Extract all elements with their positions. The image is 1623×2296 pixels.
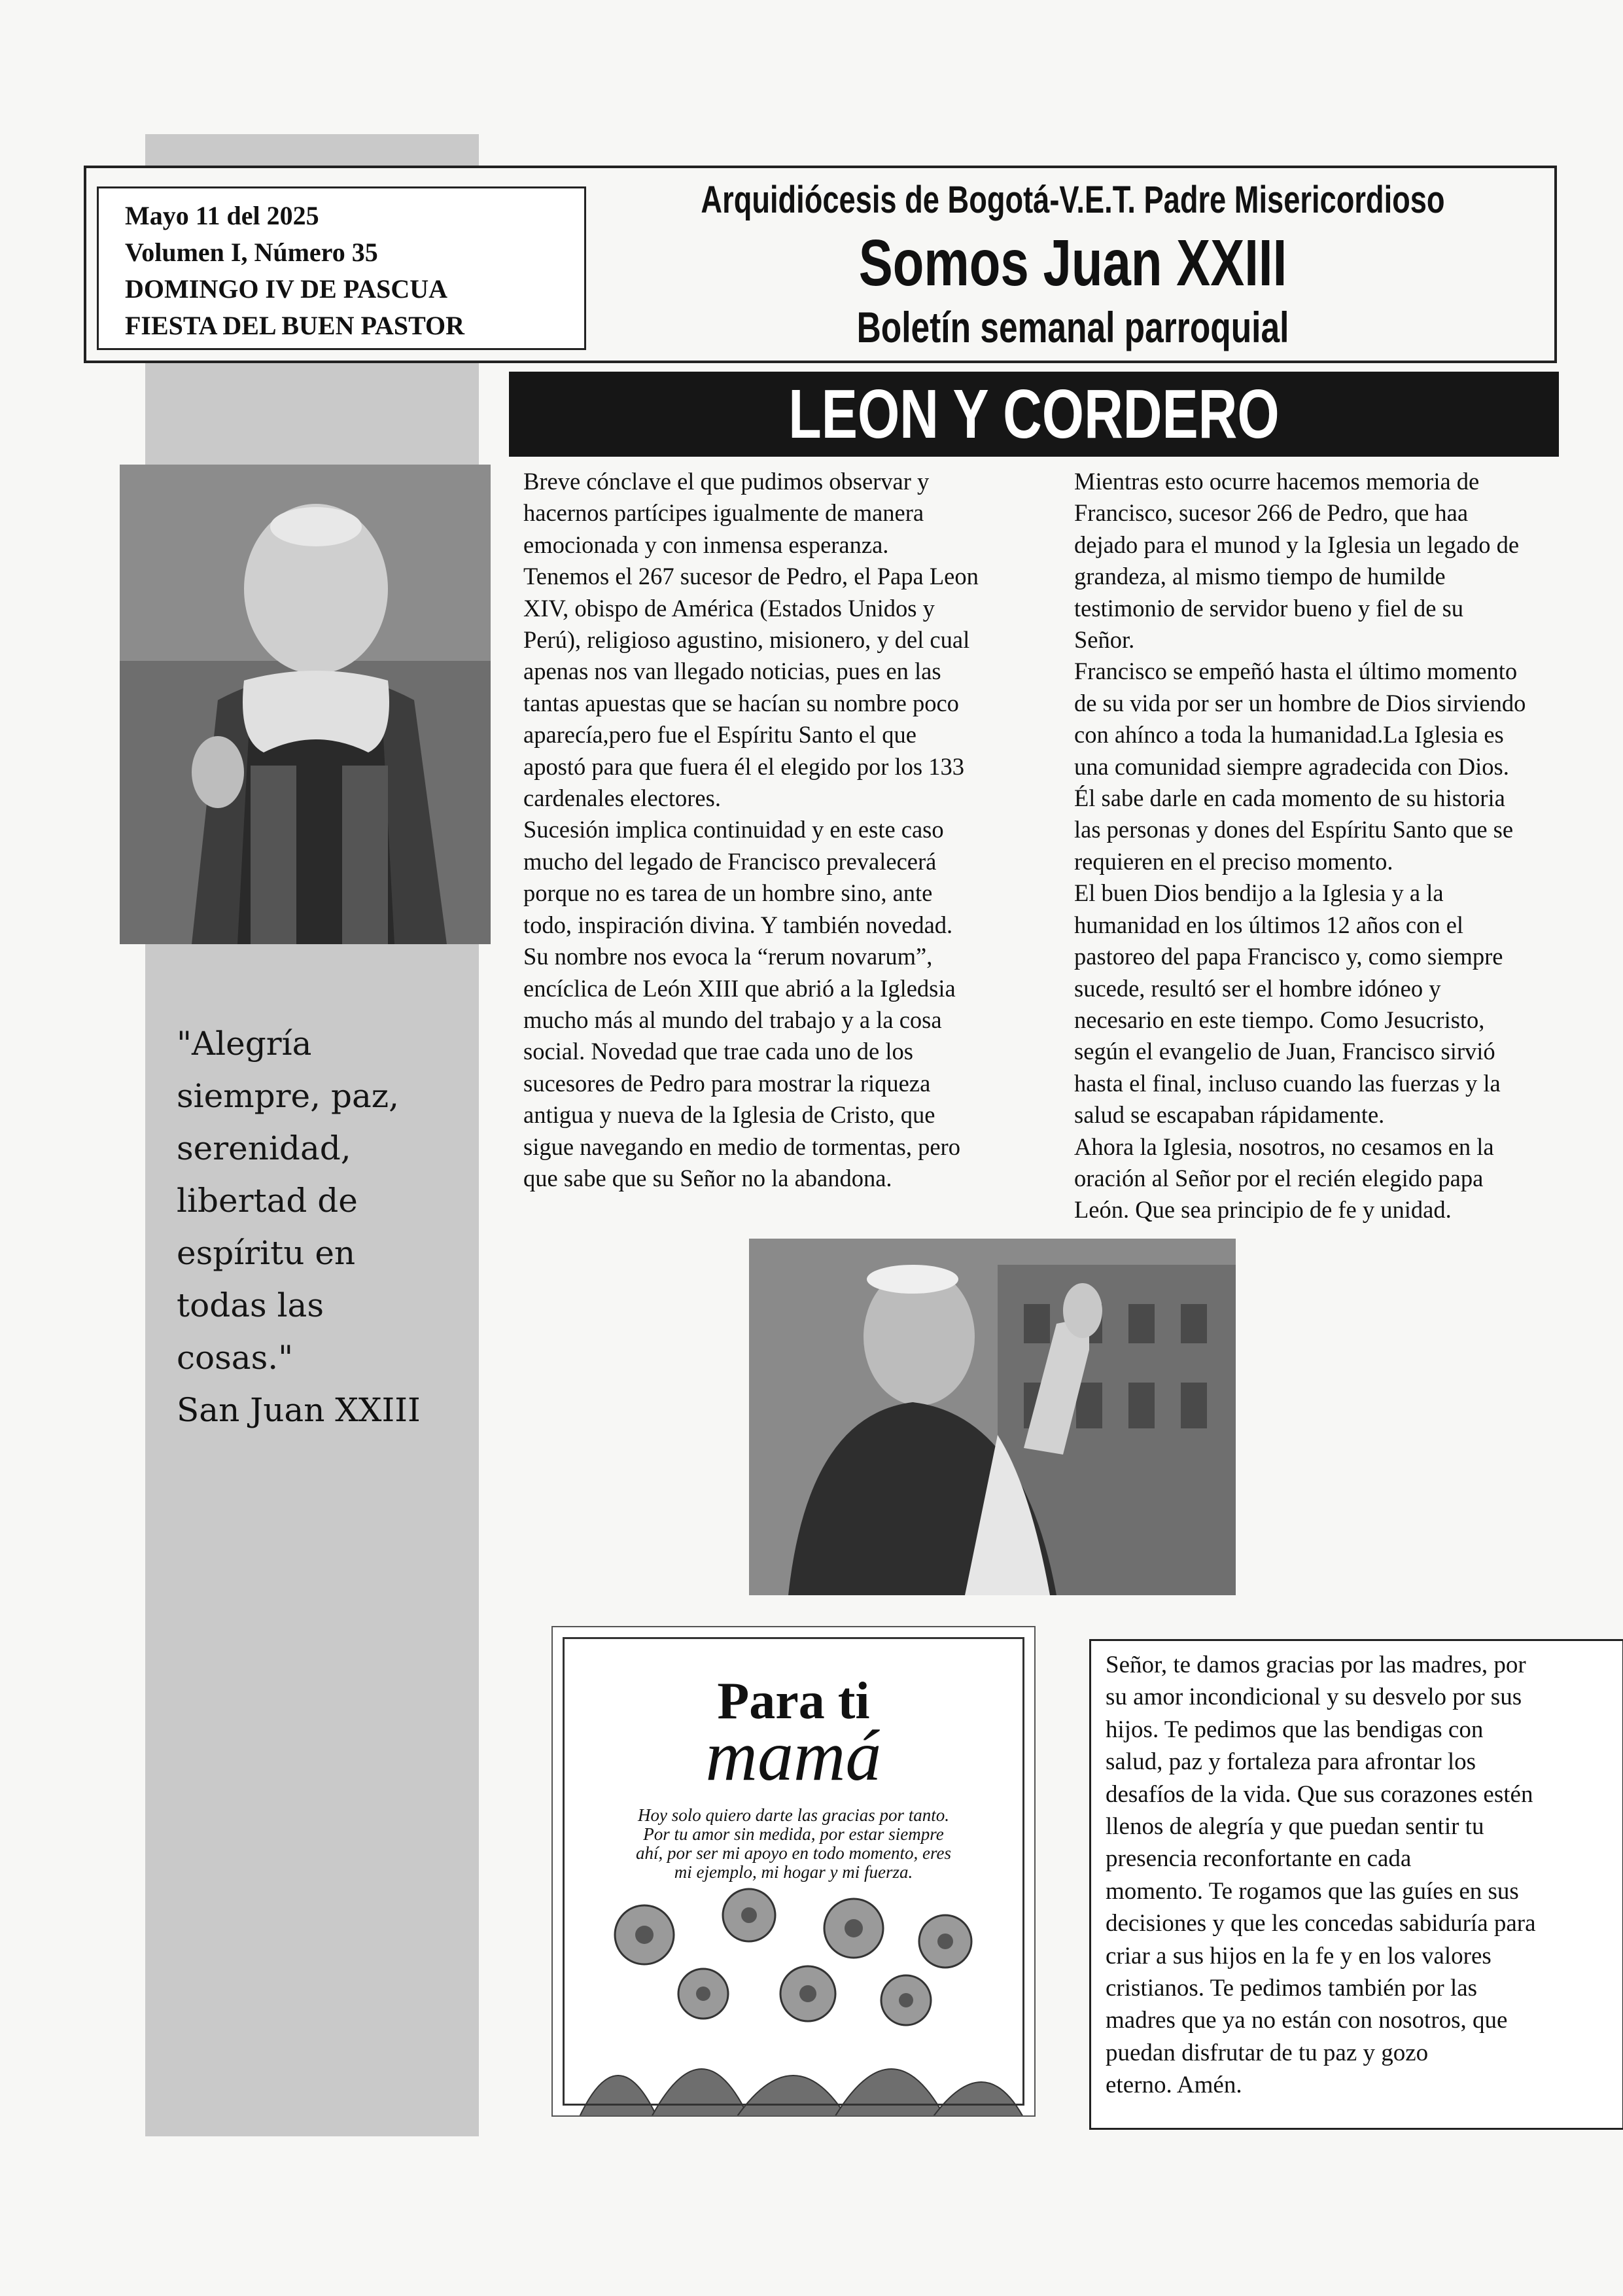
article-line: humanidad en los últimos 12 años con el <box>1074 911 1464 938</box>
article-line: Ahora la Iglesia, nosotros, no cesamos en la <box>1074 1133 1494 1160</box>
article-line: hasta el final, incluso cuando las fuerzas y la <box>1074 1069 1501 1097</box>
article-line: Su nombre nos evoca la “rerum novarum”, <box>523 943 933 970</box>
article-column-2 <box>1074 466 1591 1226</box>
prayer-line: decisiones y que les concedas sabiduría para <box>1106 1910 1536 1937</box>
article-line: mucho del legado de Francisco prevalecerá <box>523 847 937 875</box>
bulletin-subtitle: Boletín semanal parroquial <box>856 303 1289 351</box>
quote-line: cosas." <box>177 1339 294 1377</box>
article-line: sucede, resultó ser el hombre idóneo y <box>1074 974 1441 1002</box>
article-line: salud se escapaban rápidamente. <box>1074 1101 1385 1129</box>
card-title-line1: Para ti <box>717 1672 870 1730</box>
card-message <box>589 1806 998 1882</box>
prayer-line: llenos de alegría y que puedan sentir tu <box>1106 1813 1484 1841</box>
article-line: Sucesión implica continuidad y en este caso <box>523 816 944 843</box>
article-line: León. Que sea principio de fe y unidad. <box>1074 1196 1452 1224</box>
quote-line: "Alegría <box>177 1025 312 1063</box>
article-line: emocionada y con inmensa esperanza. <box>523 531 889 558</box>
article-line: Él sabe darle en cada momento de su historia <box>1074 785 1505 812</box>
prayer-line: Señor, te damos gracias por las madres, por <box>1106 1651 1526 1678</box>
article-title: LEON Y CORDERO <box>788 376 1280 453</box>
prayer-line: momento. Te rogamos que las guíes en sus <box>1106 1877 1519 1905</box>
issue-date: Mayo 11 del 2025 <box>125 201 319 230</box>
quote-line: siempre, paz, <box>177 1077 399 1115</box>
saint-quote <box>177 1017 451 1384</box>
article-line: según el evangelio de Juan, Francisco sirvió <box>1074 1038 1495 1065</box>
article-line: grandeza, al mismo tiempo de humilde <box>1074 563 1446 590</box>
article-line: apostó para que fuera él el elegido por los 133 <box>523 752 965 780</box>
article-line: mucho más al mundo del trabajo y a la cosa <box>523 1006 942 1033</box>
article-line: Francisco se empeñó hasta el último momento <box>1074 658 1518 685</box>
issue-volume: Volumen I, Número 35 <box>125 238 378 267</box>
archdiocese-name: Arquidiócesis de Bogotá-V.E.T. Padre Misericordioso <box>701 179 1445 221</box>
article-line: porque no es tarea de un hombre sino, ante <box>523 879 933 907</box>
pope-john-xxiii-photo <box>120 465 491 944</box>
article-line: social. Novedad que trae cada uno de los <box>523 1038 913 1065</box>
article-line: apenas nos van llegado noticias, pues en las <box>523 658 941 685</box>
prayer-line: criar a sus hijos en la fe y en los valores <box>1106 1942 1492 1969</box>
article-line: todo, inspiración divina. Y también novedad. <box>523 911 953 938</box>
article-line: con ahínco a toda la humanidad.La Iglesia es <box>1074 721 1504 749</box>
article-line: Perú), religioso agustino, misionero, y del cual <box>523 626 970 654</box>
prayer-line: presencia reconfortante en cada <box>1106 1845 1412 1873</box>
card-message-line: Por tu amor sin medida, por estar siempre <box>643 1824 944 1844</box>
article-line: sucesores de Pedro para mostrar la riqueza <box>523 1069 931 1097</box>
prayer-line: madres que ya no están con nosotros, que <box>1106 2007 1508 2034</box>
article-line: Francisco, sucesor 266 de Pedro, que haa <box>1074 499 1469 527</box>
bulletin-title: Somos Juan XXIII <box>858 226 1287 300</box>
quote-author: San Juan XXIII <box>177 1391 421 1429</box>
article-line: encíclica de León XIII que abrió a la Igledsia <box>523 974 956 1002</box>
article-line: una comunidad siempre agradecida con Dios. <box>1074 752 1509 780</box>
card-title-line2: mamá <box>705 1716 882 1795</box>
prayer-line: eterno. Amén. <box>1106 2072 1242 2099</box>
article-line: cardenales electores. <box>523 785 721 812</box>
article-line: de su vida por ser un hombre de Dios sirviendo <box>1074 689 1526 716</box>
article-line: sigue navegando en medio de tormentas, pero <box>523 1133 960 1160</box>
article-line: que sabe que su Señor no la abandona. <box>523 1164 892 1192</box>
card-message-line: ahí, por ser mi apoyo en todo momento, eres <box>636 1843 951 1863</box>
prayer-line: puedan disfrutar de tu paz y gozo <box>1106 2039 1429 2066</box>
quote-line: libertad de <box>177 1182 358 1220</box>
liturgical-day: DOMINGO IV DE PASCUA <box>125 274 447 304</box>
article-line: pastoreo del papa Francisco y, como siempre <box>1074 943 1503 970</box>
article-line: necesario en este tiempo. Como Jesucristo, <box>1074 1006 1485 1033</box>
article-line: testimonio de servidor bueno y fiel de su <box>1074 594 1464 622</box>
article-line: aparecía,pero fue el Espíritu Santo el que <box>523 721 916 749</box>
article-line: tantas apuestas que se hacían su nombre poco <box>523 689 959 716</box>
quote-line: serenidad, <box>177 1129 351 1167</box>
issue-info-box <box>97 186 586 350</box>
article-line: Mientras esto ocurre hacemos memoria de <box>1074 468 1480 495</box>
article-line: requieren en el preciso momento. <box>1074 847 1393 875</box>
prayer-line: su amor incondicional y su desvelo por sus <box>1106 1684 1522 1711</box>
article-line: las personas y dones del Espíritu Santo que se <box>1074 816 1514 843</box>
feast-name: FIESTA DEL BUEN PASTOR <box>125 311 465 340</box>
prayer-line: desafíos de la vida. Que sus corazones estén <box>1106 1780 1533 1808</box>
article-line: El buen Dios bendijo a la Iglesia y a la <box>1074 879 1444 907</box>
card-message-line: Hoy solo quiero darte las gracias por tanto. <box>638 1805 949 1825</box>
article-line: antigua y nueva de la Iglesia de Cristo, que <box>523 1101 935 1129</box>
prayer-line: hijos. Te pedimos que las bendigas con <box>1106 1716 1484 1743</box>
prayer-line: cristianos. Te pedimos también por las <box>1106 1975 1478 2002</box>
prayer-text <box>1106 1649 1622 2102</box>
article-line: Breve cónclave el que pudimos observar y <box>523 468 930 495</box>
article-line: Tenemos el 267 sucesor de Pedro, el Papa Leon <box>523 563 979 590</box>
card-message-line: mi ejemplo, mi hogar y mi fuerza. <box>674 1862 913 1882</box>
quote-line: todas las <box>177 1286 324 1324</box>
article-line: dejado para el munod y la Iglesia un legado de <box>1074 531 1520 558</box>
article-line: XIV, obispo de América (Estados Unidos y <box>523 594 935 622</box>
article-line: Señor. <box>1074 626 1135 654</box>
article-line: hacernos partícipes igualmente de manera <box>523 499 924 527</box>
pope-leo-xiv-photo <box>749 1239 1236 1595</box>
quote-line: espíritu en <box>177 1234 356 1272</box>
article-line: oración al Señor por el recién elegido papa <box>1074 1164 1484 1192</box>
prayer-line: salud, paz y fortaleza para afrontar los <box>1106 1748 1476 1776</box>
article-column-1 <box>523 466 1047 1194</box>
